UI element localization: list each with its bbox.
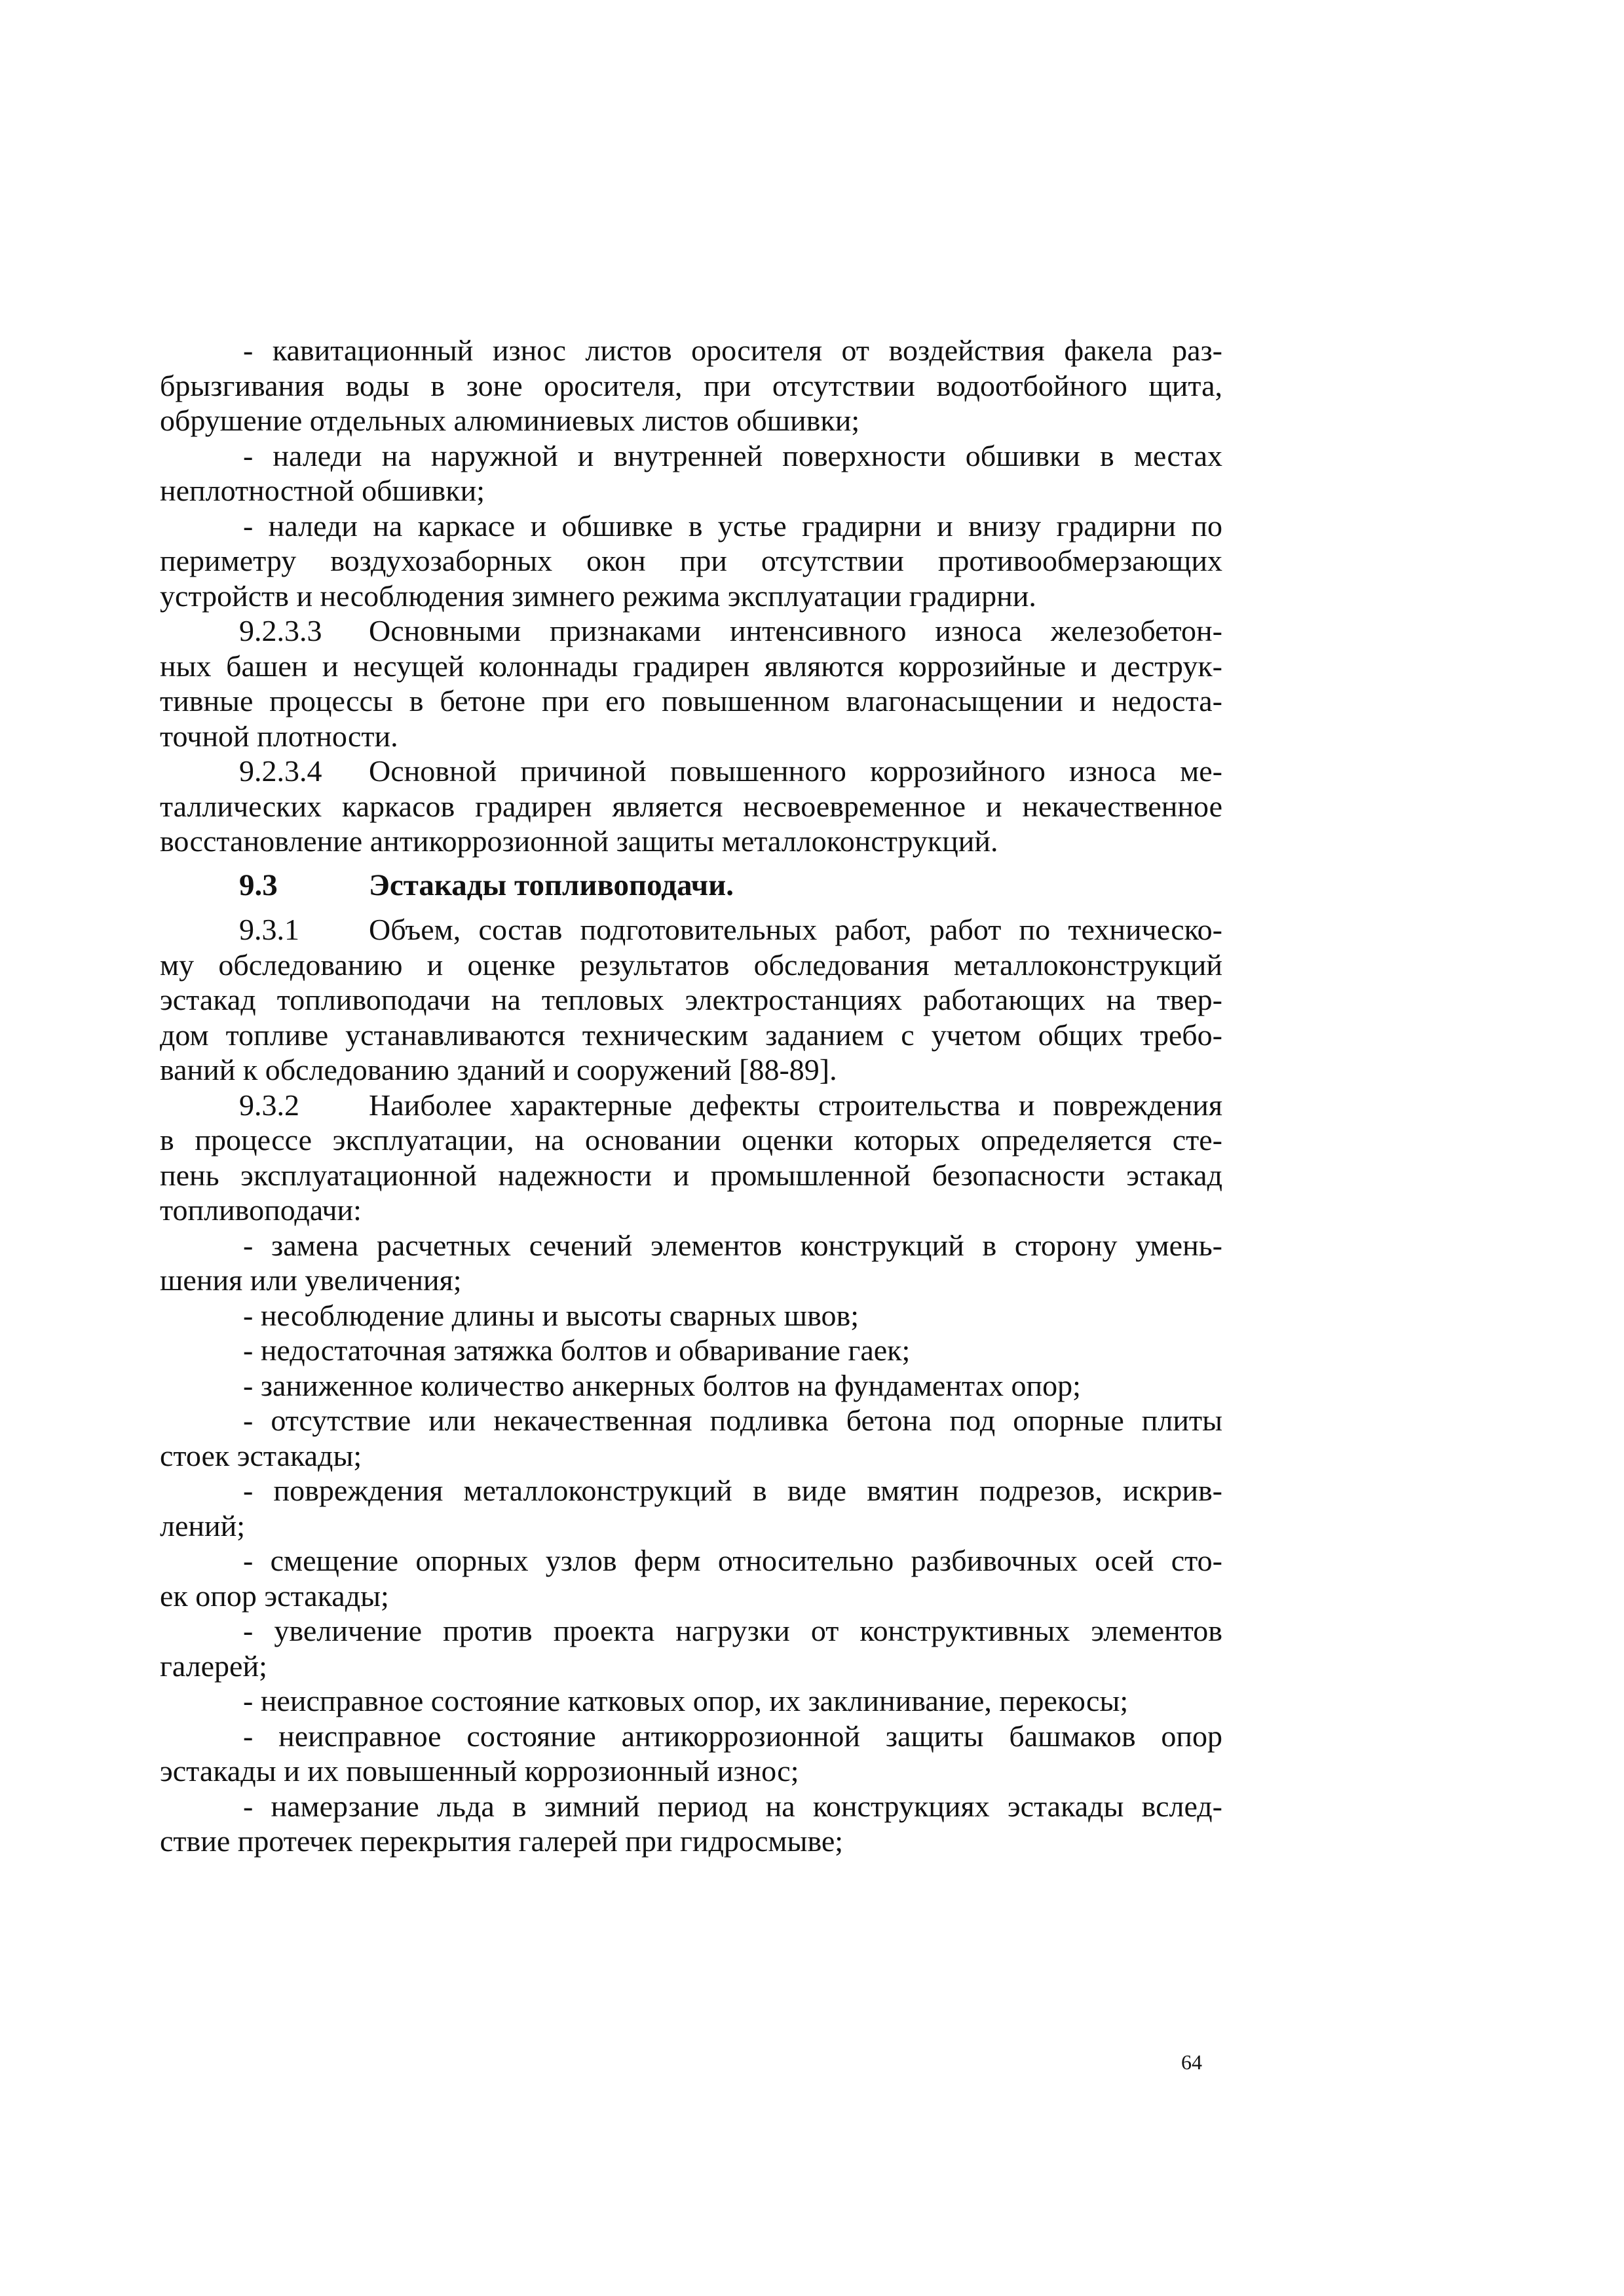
line-text: - заниженное количество анкерных болтов на фундаментах опор; (243, 1368, 1081, 1402)
text-line (160, 1333, 1222, 1368)
paragraph (160, 912, 1222, 1088)
line-text: - замена расчетных сечений элементов конструкций в сторону умень- (243, 1228, 1222, 1262)
document-body (160, 333, 1222, 1859)
line-text: - кавитационный износ листов оросителя от воздействия факела раз- (243, 334, 1222, 367)
line-text: - неисправное состояние антикоррозионной защиты башмаков опор (243, 1719, 1222, 1753)
text-line (160, 438, 1222, 474)
section-number: 9.3 (239, 868, 278, 902)
text-line (160, 1263, 1222, 1298)
clause-number: 9.3.2 (239, 1088, 299, 1122)
page-number: 64 (1181, 2050, 1202, 2074)
line-text: эстакад топливоподачи на тепловых электростанциях работающих на твер- (160, 983, 1222, 1016)
paragraph (160, 333, 1222, 438)
spacer (160, 903, 1222, 912)
text-line (160, 1649, 1222, 1684)
paragraph (160, 1613, 1222, 1683)
line-text: ствие протечек перекрытия галерей при гидросмыве; (160, 1824, 844, 1858)
paragraph (160, 1298, 1222, 1333)
line-text: устройств и несоблюдения зимнего режима эксплуатации градирни. (160, 579, 1036, 613)
line-text: дом топливе устанавливаются техническим заданием с учетом общих требо- (160, 1018, 1222, 1052)
section-9-2-continued (160, 333, 1222, 859)
text-line (160, 982, 1222, 1018)
section-title: Эстакады топливоподачи. (369, 868, 734, 902)
line-text: обрушение отдельных алюминиевых листов обшивки; (160, 404, 860, 437)
paragraph (160, 508, 1222, 614)
line-text: - повреждения металлоконструкций в виде вмятин подрезов, искрив- (243, 1474, 1222, 1507)
line-text: пень эксплуатационной надежности и промышленной безопасности эстакад (160, 1158, 1222, 1192)
paragraph (160, 1333, 1222, 1368)
text-line (160, 719, 1222, 754)
line-text: галерей; (160, 1649, 267, 1683)
text-line (160, 649, 1222, 684)
text-line (160, 508, 1222, 544)
section-9-3-body (160, 912, 1222, 1859)
line-text: му обследованию и оценке результатов обследования металлоконструкций (160, 947, 1222, 982)
line-text: неплотностной обшивки; (160, 474, 485, 507)
text-line (160, 1298, 1222, 1333)
paragraph (160, 754, 1222, 859)
text-line (160, 754, 1222, 789)
section-heading (160, 868, 1222, 904)
line-text: точной плотности. (160, 719, 398, 753)
text-line (160, 1719, 1222, 1754)
text-line (160, 912, 1222, 947)
text-line (160, 613, 1222, 649)
paragraph (160, 1368, 1222, 1404)
text-line (160, 947, 1222, 983)
clause-number: 9.3.1 (239, 913, 299, 946)
line-text: - отсутствие или некачественная подливка бетона под опорные плиты (243, 1404, 1222, 1437)
line-text: - несоблюдение длины и высоты сварных швов; (243, 1298, 859, 1332)
clause-number: 9.2.3.3 (239, 614, 322, 647)
line-text: лений; (160, 1508, 246, 1542)
text-line (160, 403, 1222, 438)
text-line (160, 1683, 1222, 1719)
text-line (160, 1508, 1222, 1544)
line-text: - увеличение против проекта нагрузки от конструктивных элементов (243, 1614, 1222, 1647)
paragraph (160, 438, 1222, 508)
line-text: в процессе эксплуатации, на основании оценки которых определяется сте- (160, 1123, 1222, 1157)
line-text: периметру воздухозаборных окон при отсутствии противообмерзающих (160, 544, 1222, 577)
text-line (160, 1403, 1222, 1438)
text-line (160, 1543, 1222, 1578)
line-text: Основными признаками интенсивного износа железобетон- (369, 614, 1222, 647)
text-line (160, 1228, 1222, 1263)
paragraph (160, 1228, 1222, 1298)
text-line (160, 1753, 1222, 1789)
line-text: ных башен и несущей колоннады градирен являются коррозийные и деструк- (160, 649, 1222, 683)
line-text: ек опор эстакады; (160, 1578, 389, 1613)
paragraph (160, 1473, 1222, 1543)
spacer (160, 859, 1222, 868)
text-line (160, 1158, 1222, 1193)
paragraph (160, 613, 1222, 754)
text-line (160, 368, 1222, 404)
paragraph (160, 1683, 1222, 1719)
line-text: таллических каркасов градирен является несвоевременное и некачественное (160, 789, 1222, 823)
text-line (160, 1018, 1222, 1053)
line-text: - неисправное состояние катковых опор, их заклинивание, перекосы; (243, 1684, 1129, 1717)
text-line (160, 1789, 1222, 1824)
text-line (160, 1122, 1222, 1158)
line-text: - наледи на наружной и внутренней поверхности обшивки в местах (243, 438, 1222, 472)
line-text: - смещение опорных узлов ферм относительно разбивочных осей сто- (243, 1544, 1222, 1577)
paragraph (160, 1789, 1222, 1859)
text-line (160, 1088, 1222, 1123)
text-line (160, 579, 1222, 614)
line-text: - намерзание льда в зимний период на конструкциях эстакады вслед- (243, 1789, 1222, 1823)
text-line (160, 1613, 1222, 1649)
text-line (160, 473, 1222, 508)
line-text: - недостаточная затяжка болтов и обваривание гаек; (243, 1333, 911, 1367)
line-text: - наледи на каркасе и обшивке в устье градирни и внизу градирни по (243, 508, 1222, 543)
text-line (160, 1193, 1222, 1228)
line-text: тивные процессы в бетоне при его повышенном влагонасыщении и недоста- (160, 684, 1222, 718)
line-text: брызгивания воды в зоне оросителя, при отсутствии водоотбойного щита, (160, 368, 1222, 402)
paragraph (160, 1719, 1222, 1789)
line-text: восстановление антикоррозионной защиты металлоконструкций. (160, 824, 998, 858)
paragraph (160, 1543, 1222, 1613)
text-line (160, 543, 1222, 579)
text-line (160, 333, 1222, 368)
text-line (160, 1438, 1222, 1474)
line-text: эстакады и их повышенный коррозионный износ; (160, 1754, 799, 1788)
text-line (160, 683, 1222, 719)
line-text: Наиболее характерные дефекты строительства и повреждения (369, 1088, 1222, 1122)
line-text: ваний к обследованию зданий и сооружений [88-89]. (160, 1053, 837, 1086)
text-line (160, 1473, 1222, 1508)
paragraph (160, 1088, 1222, 1228)
text-line (160, 1824, 1222, 1859)
paragraph (160, 1403, 1222, 1473)
line-text: Объем, состав подготовительных работ, работ по техническо- (369, 913, 1222, 946)
line-text: Основной причиной повышенного коррозийного износа ме- (369, 754, 1222, 788)
clause-number: 9.2.3.4 (239, 754, 322, 788)
text-line (160, 1052, 1222, 1088)
text-line (160, 789, 1222, 824)
line-text: топливоподачи: (160, 1193, 362, 1227)
text-line (160, 1578, 1222, 1614)
text-line (160, 824, 1222, 859)
line-text: стоек эстакады; (160, 1438, 362, 1472)
text-line (160, 1368, 1222, 1404)
line-text: шения или увеличения; (160, 1263, 462, 1297)
